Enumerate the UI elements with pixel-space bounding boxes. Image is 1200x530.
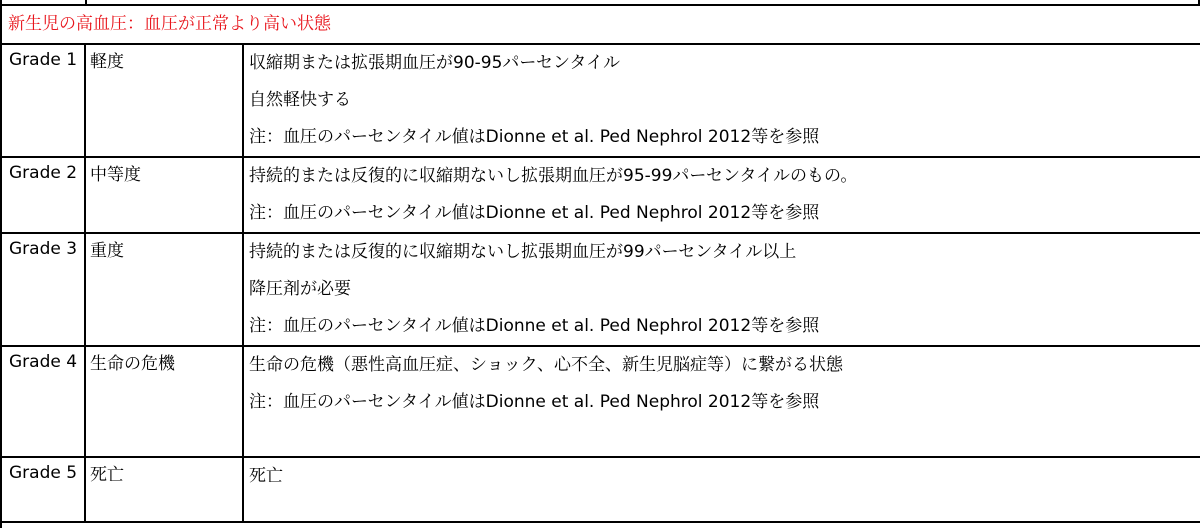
- grade-description: [243, 233, 1200, 346]
- grade-label: Grade 5: [1, 457, 85, 522]
- description-line: 持続的または反復的に収縮期ないし拡張期血圧が95-99パーセンタイルのもの。: [249, 166, 858, 186]
- grade-label: Grade 3: [1, 233, 85, 346]
- grade-row-2: [1, 157, 1200, 233]
- description-line: 持続的または反復的に収縮期ないし拡張期血圧が99パーセンタイル以上: [249, 242, 797, 262]
- description-note: 注：血圧のパーセンタイル値はDionne et al. Ped Nephrol 2012等を参照: [249, 127, 820, 147]
- description-line: 死亡: [249, 466, 283, 486]
- description-note: 注：血圧のパーセンタイル値はDionne et al. Ped Nephrol 2012等を参照: [249, 203, 820, 223]
- grade-description: [243, 44, 1200, 157]
- severity-term: 中等度: [85, 157, 243, 233]
- grade-description: [243, 457, 1200, 522]
- severity-term: 死亡: [85, 457, 243, 522]
- next-table-top-border: [1, 522, 1200, 528]
- grade-label: Grade 1: [1, 44, 85, 157]
- next-table-stub: [1, 522, 1200, 528]
- grade-description: [243, 346, 1200, 457]
- grade-row-1: [1, 44, 1200, 157]
- table-title: 新生児の高血圧：血圧が正常より高い状態: [1, 5, 1200, 44]
- severity-term: 生命の危機: [85, 346, 243, 457]
- severity-term: 重度: [85, 233, 243, 346]
- grade-row-4: [1, 346, 1200, 457]
- severity-term: 軽度: [85, 44, 243, 157]
- description-line: 自然軽快する: [249, 90, 351, 110]
- description-line: 生命の危機（悪性高血圧症、ショック、心不全、新生児脳症等）に繋がる状態: [249, 355, 843, 375]
- description-line: 収縮期または拡張期血圧が90-95パーセンタイル: [249, 53, 621, 73]
- grade-label: Grade 4: [1, 346, 85, 457]
- description-note: 注：血圧のパーセンタイル値はDionne et al. Ped Nephrol 2012等を参照: [249, 316, 820, 336]
- grade-label: Grade 2: [1, 157, 85, 233]
- grade-row-3: [1, 233, 1200, 346]
- grade-description: [243, 157, 1200, 233]
- description-line: 降圧剤が必要: [249, 279, 351, 299]
- grade-row-5: [1, 457, 1200, 522]
- grading-table: [0, 4, 1200, 528]
- table-title-row: [1, 5, 1200, 44]
- description-note: 注：血圧のパーセンタイル値はDionne et al. Ped Nephrol 2012等を参照: [249, 392, 820, 412]
